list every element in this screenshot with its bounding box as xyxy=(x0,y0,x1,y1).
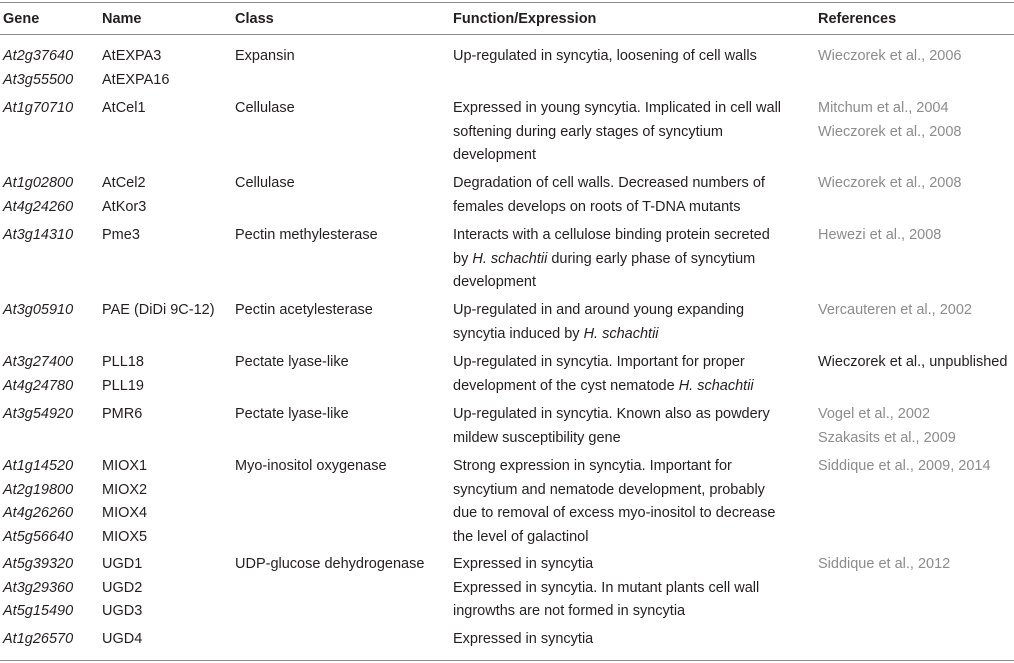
reference-cell xyxy=(818,455,991,479)
reference-entry: Szakasits et al., 2009 xyxy=(818,429,956,446)
gene-id: At5g56640 xyxy=(3,528,74,545)
function-line: Expressed in syncytia xyxy=(453,556,594,572)
gene-name: Pme3 xyxy=(102,227,140,243)
gene-cell xyxy=(3,172,73,219)
class-cell: UDP-glucose dehydrogenase xyxy=(235,556,425,572)
reference-entry: Mitchum et al., 2004 xyxy=(818,100,949,116)
reference-entry: Wieczorek et al., unpublished xyxy=(818,354,1008,370)
reference-entry: Wieczorek et al., 2008 xyxy=(818,123,962,140)
table-top-rule xyxy=(0,2,1014,3)
name-cell xyxy=(102,553,142,624)
reference-entry: Wieczorek et al., 2008 xyxy=(818,175,962,191)
name-cell xyxy=(102,299,215,323)
function-cell xyxy=(453,224,808,295)
reference-cell xyxy=(818,403,956,450)
function-line: syncytia induced by H. schachtii xyxy=(453,325,659,342)
gene-name: PLL18 xyxy=(102,354,144,370)
gene-name: PLL19 xyxy=(102,377,144,394)
reference-cell xyxy=(818,553,950,577)
name-cell xyxy=(102,628,142,652)
table-bottom-rule xyxy=(0,660,1014,661)
reference-cell xyxy=(818,351,1007,375)
gene-name: AtEXPA3 xyxy=(102,48,162,64)
function-line: softening during early stages of syncytium xyxy=(453,123,723,140)
class-cell: Expansin xyxy=(235,48,295,64)
function-line: Expressed in syncytia. In mutant plants cell wall xyxy=(453,579,760,596)
reference-entry: Siddique et al., 2009, 2014 xyxy=(818,458,991,474)
name-cell xyxy=(102,45,169,92)
gene-cell xyxy=(3,45,73,92)
function-cell xyxy=(453,299,808,346)
function-line: Up-regulated in syncytia. Known also as powdery xyxy=(453,406,770,422)
gene-id: At4g26260 xyxy=(3,505,74,521)
gene-id: At2g37640 xyxy=(3,48,74,64)
reference-cell xyxy=(818,45,961,69)
reference-cell xyxy=(818,224,941,248)
gene-cell xyxy=(3,224,73,248)
function-line: females develops on roots of T-DNA mutants xyxy=(453,198,741,215)
function-cell xyxy=(453,45,808,69)
function-line: by H. schachtii during early phase of syncytium xyxy=(453,250,756,267)
gene-id: At1g26570 xyxy=(3,631,74,647)
class-cell: Myo-inositol oxygenase xyxy=(235,458,387,474)
gene-cell xyxy=(3,455,73,549)
reference-entry: Vogel et al., 2002 xyxy=(818,406,931,422)
gene-name: MIOX1 xyxy=(102,458,148,474)
gene-name: AtEXPA16 xyxy=(102,71,170,88)
gene-name: MIOX4 xyxy=(102,505,148,521)
species-name: H. schachtii xyxy=(472,250,548,267)
header-gene: Gene xyxy=(3,11,40,27)
gene-id: At3g05910 xyxy=(3,302,74,318)
gene-cell xyxy=(3,351,73,398)
gene-id: At4g24260 xyxy=(3,198,74,215)
gene-name: UGD4 xyxy=(102,631,143,647)
name-cell xyxy=(102,172,146,219)
name-cell xyxy=(102,455,147,549)
gene-id: At2g19800 xyxy=(3,481,74,498)
name-cell xyxy=(102,351,144,398)
function-cell xyxy=(453,553,808,624)
gene-name: UGD3 xyxy=(102,603,143,619)
reference-entry: Vercauteren et al., 2002 xyxy=(818,302,972,318)
class-cell: Pectate lyase-like xyxy=(235,406,349,422)
gene-id: At1g14520 xyxy=(3,458,74,474)
gene-id: At3g14310 xyxy=(3,227,74,243)
gene-id: At5g39320 xyxy=(3,556,74,572)
class-cell: Pectin methylesterase xyxy=(235,227,378,243)
header-references: References xyxy=(818,11,897,27)
gene-cell xyxy=(3,299,73,323)
function-line: Up-regulated in syncytia. Important for proper xyxy=(453,354,745,370)
gene-name: MIOX5 xyxy=(102,528,148,545)
gene-id: At3g29360 xyxy=(3,579,74,596)
gene-id: At1g02800 xyxy=(3,175,74,191)
gene-id: At1g70710 xyxy=(3,100,74,116)
function-cell xyxy=(453,628,808,652)
function-line: development xyxy=(453,147,537,163)
header-class: Class xyxy=(235,11,274,27)
gene-cell xyxy=(3,403,73,427)
class-cell: Pectin acetylesterase xyxy=(235,302,373,318)
function-line: the level of galactinol xyxy=(453,528,589,545)
class-cell: Cellulase xyxy=(235,100,295,116)
species-name: H. schachtii xyxy=(583,325,659,342)
header-function: Function/Expression xyxy=(453,11,597,27)
reference-cell xyxy=(818,172,961,196)
gene-id: At4g24780 xyxy=(3,377,74,394)
gene-id: At3g27400 xyxy=(3,354,74,370)
gene-cell xyxy=(3,97,73,121)
reference-entry: Hewezi et al., 2008 xyxy=(818,227,942,243)
gene-name: AtCel2 xyxy=(102,175,146,191)
gene-name: UGD1 xyxy=(102,556,143,572)
gene-name: PAE (DiDi 9C-12) xyxy=(102,302,215,318)
function-line: Degradation of cell walls. Decreased numbers of xyxy=(453,175,765,191)
function-cell xyxy=(453,455,808,549)
function-line: Strong expression in syncytia. Important for xyxy=(453,458,732,474)
function-line: mildew susceptibility gene xyxy=(453,429,621,446)
function-cell xyxy=(453,97,808,168)
gene-cell xyxy=(3,553,73,624)
reference-entry: Siddique et al., 2012 xyxy=(818,556,951,572)
header-name: Name xyxy=(102,11,142,27)
gene-name: UGD2 xyxy=(102,579,143,596)
gene-name: AtCel1 xyxy=(102,100,146,116)
gene-id: At3g55500 xyxy=(3,71,74,88)
gene-id: At3g54920 xyxy=(3,406,74,422)
class-cell: Pectate lyase-like xyxy=(235,354,349,370)
gene-name: MIOX2 xyxy=(102,481,148,498)
function-line: Up-regulated in and around young expanding xyxy=(453,302,745,318)
name-cell xyxy=(102,97,146,121)
species-name: H. schachtii xyxy=(678,377,754,394)
reference-cell xyxy=(818,299,972,323)
function-line: Expressed in young syncytia. Implicated in cell wall xyxy=(453,100,782,116)
table-header-rule xyxy=(0,34,1014,35)
gene-cell xyxy=(3,628,73,652)
function-line: development xyxy=(453,274,537,290)
function-line: syncytium and nematode development, probably xyxy=(453,481,765,498)
gene-name: AtKor3 xyxy=(102,198,147,215)
gene-name: PMR6 xyxy=(102,406,143,422)
function-line: Expressed in syncytia xyxy=(453,631,594,647)
function-line: ingrowths are not formed in syncytia xyxy=(453,603,686,619)
class-cell: Cellulase xyxy=(235,175,295,191)
function-line: due to removal of excess myo-inositol to decrease xyxy=(453,505,776,521)
function-line: Up-regulated in syncytia, loosening of cell walls xyxy=(453,48,757,64)
function-cell xyxy=(453,351,808,398)
reference-cell xyxy=(818,97,961,144)
gene-id: At5g15490 xyxy=(3,603,74,619)
function-line: Interacts with a cellulose binding protein secreted xyxy=(453,227,770,243)
function-line: development of the cyst nematode H. schachtii xyxy=(453,377,754,394)
reference-entry: Wieczorek et al., 2006 xyxy=(818,48,962,64)
function-cell xyxy=(453,403,808,450)
name-cell xyxy=(102,403,142,427)
name-cell xyxy=(102,224,140,248)
function-cell xyxy=(453,172,808,219)
